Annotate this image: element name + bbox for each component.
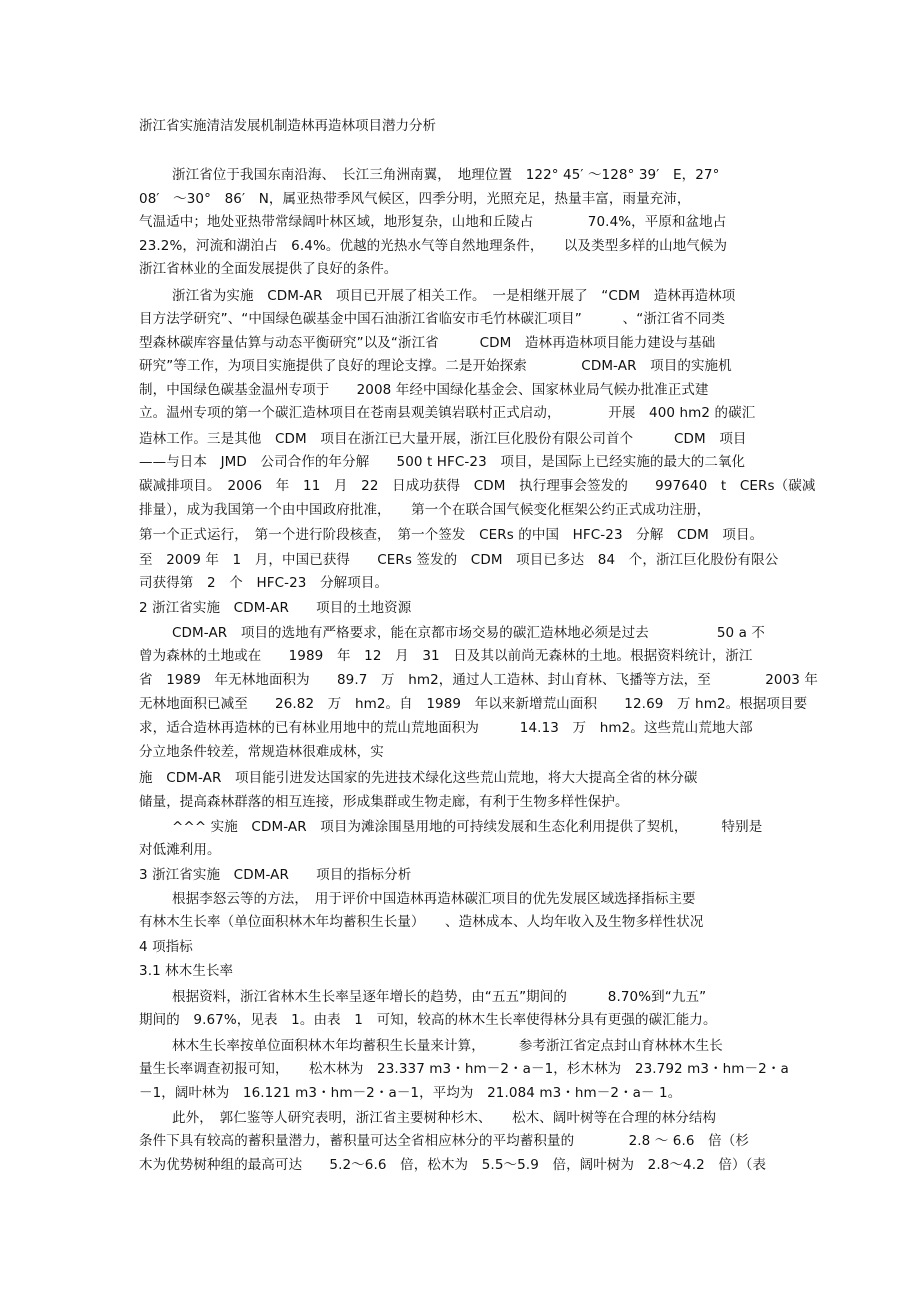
paragraph-line: 施 CDM-AR 项目能引进发达国家的先进技术绿化这些荒山荒地，将大大提高全省的林分碳	[139, 770, 698, 786]
paragraph-line: 期间的 9.67%，见表 1。由表 1 可知，较高的林木生长率使得林分具有更强的碳汇能力。	[139, 1012, 717, 1028]
paragraph-line: 08′ ～30° 86′ N，属亚热带季风气候区，四季分明，光照充足，热量丰富，雨量充沛，	[139, 191, 691, 207]
paragraph-line: 排量），成为我国第一个由中国政府批准， 第一个在联合国气候变化框架公约正式成功注册，	[139, 502, 711, 518]
paragraph-line: 制，中国绿色碳基金温州专项于 2008 年经中国绿化基金会、国家林业局气候办批准正式建	[139, 382, 709, 398]
paragraph-line: 浙江省为实施 CDM-AR 项目已开展了相关工作。 一是相继开展了 “CDM 造林再造林项	[172, 288, 736, 304]
paragraph-line: 气温适中；地处亚热带常绿阔叶林区域，地形复杂，山地和丘陵占 70.4%，平原和盆地占	[139, 214, 727, 230]
paragraph-line: 第一个正式运行， 第一个进行阶段核查， 第一个签发 CERs 的中国 HFC-23 分解 CDM 项目。	[139, 527, 764, 543]
paragraph-line: 无林地面积已减至 26.82 万 hm2。自 1989 年以来新增荒山面积 12.69 万 hm2。根据项目要	[139, 696, 808, 712]
paragraph-line: 司获得第 2 个 HFC-23 分解项目。	[139, 575, 389, 591]
paragraph-line: 浙江省林业的全面发展提供了良好的条件。	[139, 261, 398, 277]
paragraph-line: 研究”等工作，为项目实施提供了良好的理论支撑。二是开始探索 CDM-AR 项目的实施机	[139, 358, 732, 374]
section-heading: 3 浙江省实施 CDM-AR 项目的指标分析	[139, 867, 412, 883]
paragraph-line: ^^^ 实施 CDM-AR 项目为滩涂围垦用地的可持续发展和生态化利用提供了契机， 特别是	[172, 819, 763, 835]
paragraph-line: 浙江省位于我国东南沿海、 长江三角洲南翼， 地理位置 122° 45′ ～128° 39′ E，27°	[172, 167, 720, 183]
paragraph-line: 分立地条件较差，常规造林很难成林，实	[139, 744, 384, 760]
paragraph-line: 条件下具有较高的蓄积量潜力，蓄积量可达全省相应林分的平均蓄积量的 2.8 ～ 6.6 倍（杉	[139, 1133, 749, 1149]
paragraph-line: 求，适合造林再造林的已有林业用地中的荒山荒地面积为 14.13 万 hm2。这些荒山荒地大部	[139, 720, 753, 736]
paragraph-line: 曾为森林的土地或在 1989 年 12 月 31 日及其以前尚无森林的土地。根据资料统计，浙江	[139, 648, 753, 664]
paragraph-line: 至 2009 年 1 月，中国已获得 CERs 签发的 CDM 项目已多达 84 个，浙江巨化股份有限公	[139, 552, 779, 568]
paragraph-line: 对低滩利用。	[139, 842, 221, 858]
subsection-heading: 3.1 林木生长率	[139, 963, 234, 979]
paragraph-line: 立。温州专项的第一个碳汇造林项目在苍南县观美镇岩联村正式启动， 开展 400 hm2 的碳汇	[139, 405, 756, 421]
paragraph-line: 量生长率调查初报可知， 松木林为 23.337 m3・hm－2・a－1，杉木林为 23.792 m3・hm－2・a	[139, 1061, 789, 1077]
paragraph-line: 储量，提高森林群落的相互连接，形成集群或生物走廊，有利于生物多样性保护。	[139, 794, 629, 810]
paragraph-line: －1，阔叶林为 16.121 m3・hm－2・a－1，平均为 21.084 m3・hm－2・a－ 1。	[139, 1085, 682, 1101]
paragraph-line: 有林木生长率（单位面积林木年均蓄积生长量） 、造林成本、人均年收入及生物多样性状况	[139, 914, 704, 930]
paragraph-line: 目方法学研究”、“中国绿色碳基金中国石油浙江省临安市毛竹林碳汇项目” 、“浙江省不同类	[139, 311, 725, 327]
document-title: 浙江省实施清洁发展机制造林再造林项目潜力分析	[139, 118, 436, 134]
paragraph-line: 4 项指标	[139, 939, 193, 955]
paragraph-line: 根据资料，浙江省林木生长率呈逐年增长的趋势，由“五五”期间的 8.70%到“九五”	[172, 989, 707, 1005]
paragraph-line: 碳减排项目。 2006 年 11 月 22 日成功获得 CDM 执行理事会签发的 997640 t CERs（碳减	[139, 478, 816, 494]
paragraph-line: 省 1989 年无林地面积为 89.7 万 hm2，通过人工造林、封山育林、飞播等方法，至 2003 年	[139, 672, 818, 688]
paragraph-line: 木为优势树种组的最高可达 5.2～6.6 倍，松木为 5.5～5.9 倍，阔叶树为 2.8～4.2 倍）（表	[139, 1157, 767, 1173]
paragraph-line: ——与日本 JMD 公司合作的年分解 500 t HFC-23 项目，是国际上已经实施的最大的二氧化	[139, 454, 746, 470]
paragraph-line: CDM-AR 项目的选地有严格要求，能在京都市场交易的碳汇造林地必须是过去 50 a 不	[172, 625, 765, 641]
paragraph-line: 23.2%，河流和湖泊占 6.4%。优越的光热水气等自然地理条件， 以及类型多样的山地气候为	[139, 238, 728, 254]
section-heading: 2 浙江省实施 CDM-AR 项目的土地资源	[139, 600, 412, 616]
paragraph-line: 此外， 郭仁鉴等人研究表明，浙江省主要树种杉木、 松木、阔叶树等在合理的林分结构	[172, 1110, 717, 1126]
paragraph-line: 造林工作。三是其他 CDM 项目在浙江已大量开展，浙江巨化股份有限公司首个 CDM 项目	[139, 431, 747, 447]
paragraph-line: 根据李怒云等的方法， 用于评价中国造林再造林碳汇项目的优先发展区域选择指标主要	[172, 891, 696, 907]
paragraph-line: 林木生长率按单位面积林木年均蓄积生长量来计算， 参考浙江省定点封山育林林木生长	[172, 1038, 723, 1054]
paragraph-line: 型森林碳库容量估算与动态平衡研究”以及“浙江省 CDM 造林再造林项目能力建设与基础	[139, 335, 716, 351]
